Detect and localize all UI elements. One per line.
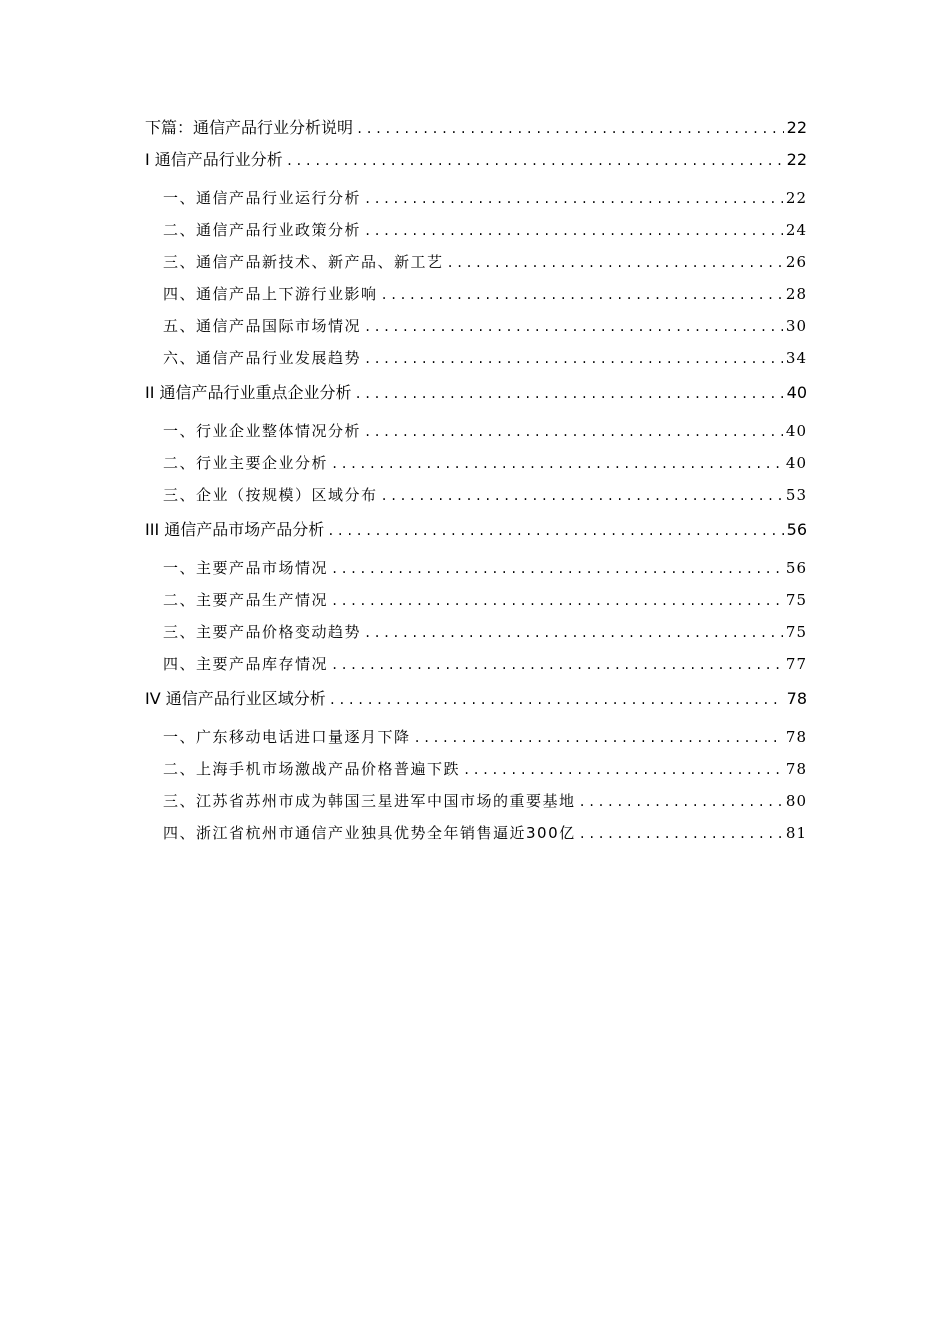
toc-page-number: 22 <box>786 150 807 169</box>
toc-dot-leader <box>579 817 783 850</box>
toc-dot-leader <box>579 785 783 818</box>
toc-page-number: 80 <box>785 792 807 810</box>
toc-dot-leader <box>329 683 784 716</box>
toc-page-number: 78 <box>785 728 807 746</box>
toc-entry[interactable] <box>145 817 807 849</box>
toc-page-number: 78 <box>785 760 807 778</box>
toc-dot-leader <box>364 182 783 215</box>
toc-entry[interactable] <box>145 377 807 409</box>
toc-entry-title: 四、主要产品库存情况 <box>163 655 329 673</box>
toc-entry-title: 四、浙江省杭州市通信产业独具优势全年销售逼近300亿 <box>163 824 576 842</box>
toc-entry[interactable] <box>145 144 807 176</box>
toc-entry-title: 三、通信产品新技术、新产品、新工艺 <box>163 253 444 271</box>
toc-entry-title: II 通信产品行业重点企业分析 <box>145 383 352 402</box>
toc-page-number: 56 <box>785 559 807 577</box>
table-of-contents <box>145 112 807 849</box>
toc-entry[interactable] <box>145 342 807 374</box>
toc-page-number: 77 <box>785 655 807 673</box>
toc-entry-title: 二、行业主要企业分析 <box>163 454 329 472</box>
toc-entry[interactable] <box>145 785 807 817</box>
toc-entry-title: 一、行业企业整体情况分析 <box>163 422 362 440</box>
toc-page-number: 28 <box>785 285 807 303</box>
toc-dot-leader <box>381 278 783 311</box>
toc-dot-leader <box>364 616 783 649</box>
toc-entry-title: 下篇：通信产品行业分析说明 <box>145 118 354 137</box>
toc-entry-title: I 通信产品行业分析 <box>145 150 283 169</box>
toc-page-number: 78 <box>786 689 807 708</box>
toc-entry[interactable] <box>145 182 807 214</box>
toc-entry[interactable] <box>145 278 807 310</box>
toc-dot-leader <box>286 144 784 177</box>
toc-entry[interactable] <box>145 246 807 278</box>
toc-page-number: 22 <box>786 118 807 137</box>
toc-entry[interactable] <box>145 753 807 785</box>
toc-entry-title: 一、广东移动电话进口量逐月下降 <box>163 728 411 746</box>
toc-entry[interactable] <box>145 214 807 246</box>
toc-page-number: 34 <box>785 349 807 367</box>
toc-entry-title: 五、通信产品国际市场情况 <box>163 317 362 335</box>
toc-dot-leader <box>364 214 783 247</box>
toc-page-number: 56 <box>786 520 807 539</box>
toc-dot-leader <box>364 415 783 448</box>
toc-entry[interactable] <box>145 310 807 342</box>
toc-page-number: 24 <box>785 221 807 239</box>
toc-entry[interactable] <box>145 683 807 715</box>
toc-entry-title: IV 通信产品行业区域分析 <box>145 689 326 708</box>
toc-entry[interactable] <box>145 721 807 753</box>
toc-dot-leader <box>331 648 783 681</box>
toc-dot-leader <box>327 514 783 547</box>
toc-entry-title: 六、通信产品行业发展趋势 <box>163 349 362 367</box>
toc-dot-leader <box>414 721 783 754</box>
toc-page-number: 81 <box>785 824 807 842</box>
toc-entry-title: 二、上海手机市场激战产品价格普遍下跌 <box>163 760 461 778</box>
toc-entry-title: 三、江苏省苏州市成为韩国三星进军中国市场的重要基地 <box>163 792 576 810</box>
toc-entry-title: 二、主要产品生产情况 <box>163 591 329 609</box>
toc-page-number: 53 <box>785 486 807 504</box>
toc-dot-leader <box>364 310 783 343</box>
toc-dot-leader <box>364 342 783 375</box>
toc-entry[interactable] <box>145 552 807 584</box>
toc-entry-title: III 通信产品市场产品分析 <box>145 520 325 539</box>
toc-dot-leader <box>447 246 783 279</box>
toc-dot-leader <box>381 479 783 512</box>
toc-page-number: 40 <box>785 422 807 440</box>
toc-entry-title: 四、通信产品上下游行业影响 <box>163 285 378 303</box>
toc-page-number: 26 <box>785 253 807 271</box>
toc-entry[interactable] <box>145 514 807 546</box>
toc-entry[interactable] <box>145 447 807 479</box>
toc-entry-title: 三、企业（按规模）区域分布 <box>163 486 378 504</box>
toc-page-number: 75 <box>785 591 807 609</box>
toc-dot-leader <box>331 552 783 585</box>
toc-entry-title: 一、通信产品行业运行分析 <box>163 189 362 207</box>
toc-page-number: 40 <box>785 454 807 472</box>
toc-entry[interactable] <box>145 616 807 648</box>
toc-dot-leader <box>355 377 784 410</box>
toc-dot-leader <box>463 753 783 786</box>
toc-dot-leader <box>331 447 783 480</box>
toc-page-number: 30 <box>785 317 807 335</box>
toc-entry[interactable] <box>145 648 807 680</box>
toc-page-number: 75 <box>785 623 807 641</box>
toc-page-number: 40 <box>786 383 807 402</box>
toc-entry[interactable] <box>145 584 807 616</box>
toc-entry-title: 二、通信产品行业政策分析 <box>163 221 362 239</box>
toc-entry-title: 一、主要产品市场情况 <box>163 559 329 577</box>
toc-page-number: 22 <box>785 189 807 207</box>
toc-entry[interactable] <box>145 112 807 144</box>
toc-entry[interactable] <box>145 479 807 511</box>
toc-entry[interactable] <box>145 415 807 447</box>
toc-dot-leader <box>331 584 783 617</box>
toc-dot-leader <box>356 112 784 145</box>
toc-entry-title: 三、主要产品价格变动趋势 <box>163 623 362 641</box>
